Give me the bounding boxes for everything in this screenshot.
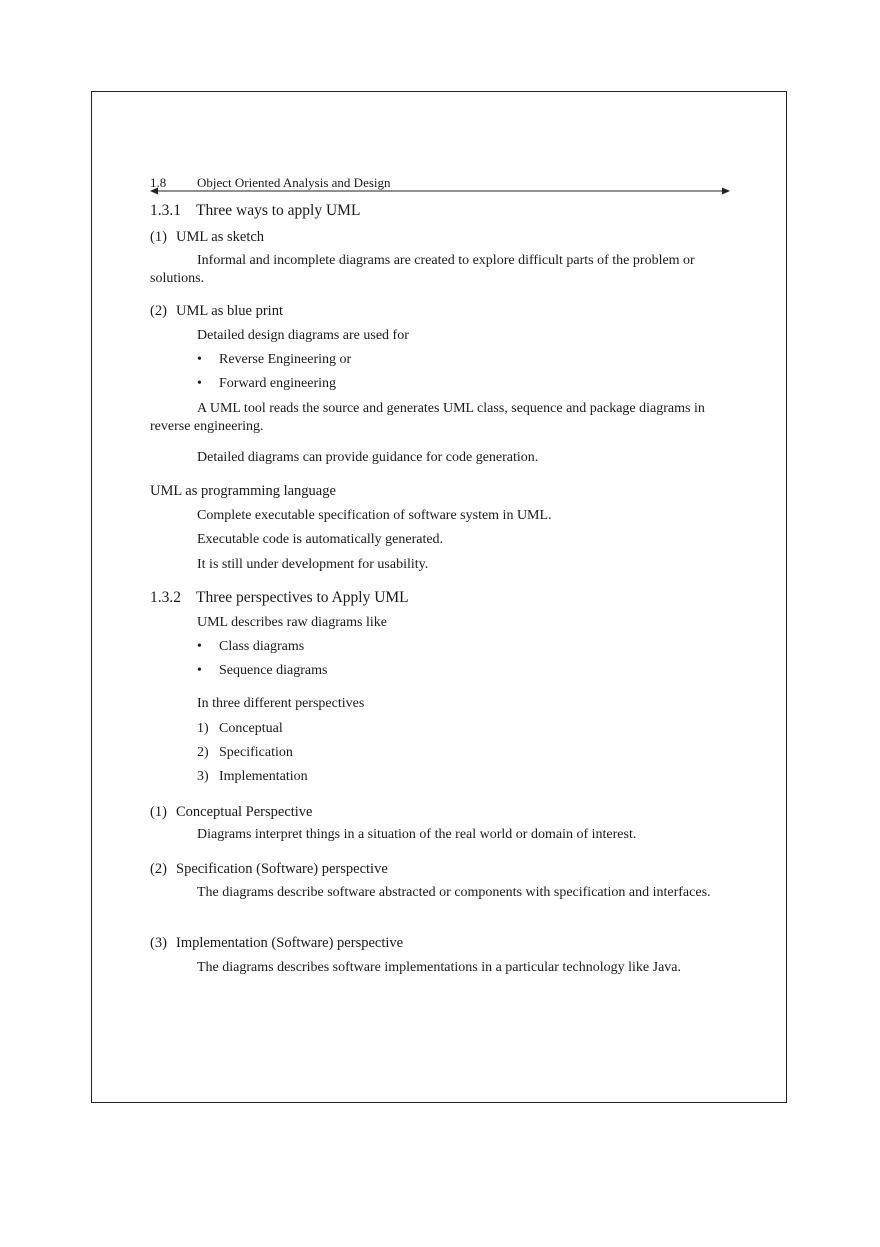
subheading-conceptual [150,804,313,821]
paragraph-reverse-engineering: A UML tool reads the source and generates UML class, sequence and package diagrams in reverse engineering. [150,401,705,434]
subheading-sketch [150,229,265,246]
paragraph-conceptual: Diagrams interpret things in a situation of the real world or domain of interest. [197,827,637,842]
section-title: Three ways to apply UML [196,202,361,219]
section-number: 1.3.2 [150,589,181,606]
subheading-specification [150,861,388,878]
item-label: Implementation [219,769,308,784]
page-number: 1.8 [150,175,167,190]
bullet-text: Class diagrams [219,639,305,654]
list-item [197,663,328,679]
section-number: 1.3.1 [150,202,181,219]
subheading-number: (1) [150,229,167,245]
text-line: Complete executable specification of software system in UML. [197,508,552,523]
double-arrow-rule [150,187,730,195]
subheading-title: Specification (Software) perspective [176,861,388,877]
paragraph-specification: The diagrams describe software abstracted or components with specification and interfaces. [197,885,711,900]
numbered-item [197,745,293,761]
subheading-title: Implementation (Software) perspective [176,935,404,951]
section-heading-1-3-1 [150,202,361,220]
bullet: • [197,352,202,367]
bullet-text: Sequence diagrams [219,663,328,678]
subheading-title: Conceptual Perspective [176,804,313,820]
item-number: 2) [197,745,209,760]
paragraph-implementation: The diagrams describes software implementations in a particular technology like Java. [197,960,682,975]
paragraph-sketch: Informal and incomplete diagrams are created to explore difficult parts of the problem or solutions. [150,253,695,286]
bullet-text: Reverse Engineering or [219,352,352,367]
paragraph-code-generation: Detailed diagrams can provide guidance for code generation. [197,450,539,465]
bullet: • [197,663,202,678]
numbered-item [197,769,308,785]
running-header [150,175,730,199]
blueprint-intro: Detailed design diagrams are used for [197,328,409,343]
bullet: • [197,376,202,391]
bullet-text: Forward engineering [219,376,337,391]
subheading-implementation [150,935,404,952]
list-item [197,352,352,368]
item-number: 3) [197,769,209,784]
numbered-item [197,721,283,737]
section-title: Three perspectives to Apply UML [196,589,409,606]
subheading-number: (2) [150,861,167,877]
item-label: Conceptual [219,721,283,736]
subheading-blueprint [150,303,283,320]
subheading-programming-language: UML as programming language [150,483,336,499]
item-label: Specification [219,745,293,760]
text-line: Executable code is automatically generated. [197,532,444,547]
item-number: 1) [197,721,209,736]
subheading-number: (2) [150,303,167,319]
list-item [197,639,305,655]
book-title: Object Oriented Analysis and Design [197,175,391,190]
perspectives-intro-2: In three different perspectives [197,696,365,711]
section-heading-1-3-2 [150,589,409,607]
subheading-title: UML as sketch [176,229,265,245]
subheading-title: UML as blue print [176,303,283,319]
perspectives-intro: UML describes raw diagrams like [197,615,387,630]
list-item [197,376,337,392]
subheading-number: (3) [150,935,167,951]
text-line: It is still under development for usability. [197,557,429,572]
bullet: • [197,639,202,654]
subheading-number: (1) [150,804,167,820]
